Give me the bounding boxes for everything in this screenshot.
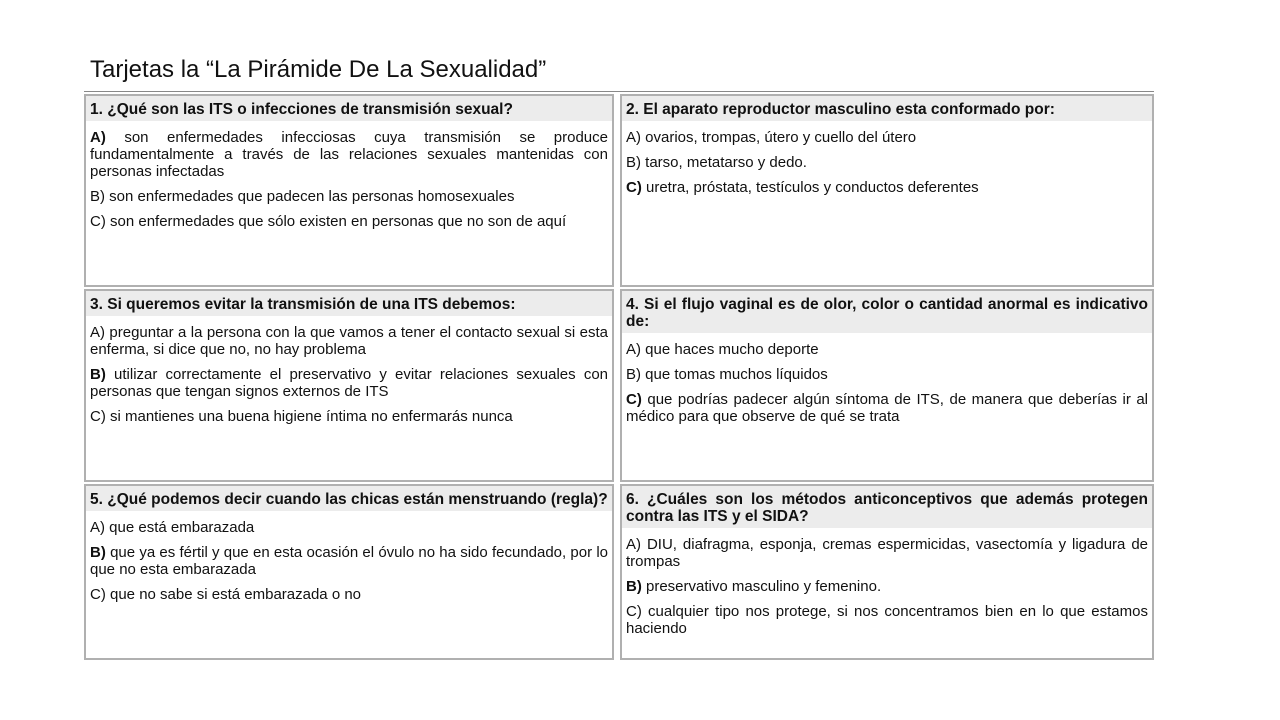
- card-option: [86, 519, 612, 536]
- option-text: si mantienes una buena higiene íntima no enfermarás nunca: [110, 408, 513, 425]
- card-2: [620, 94, 1154, 287]
- card-option: [622, 536, 1152, 570]
- card-option: [86, 324, 612, 358]
- card-option: [86, 366, 612, 400]
- option-letter: A): [90, 129, 106, 146]
- card-question: 1. ¿Qué son las ITS o infecciones de transmisión sexual?: [86, 96, 612, 121]
- card-3: [84, 289, 614, 482]
- option-letter: C): [90, 586, 106, 603]
- option-text: son enfermedades infecciosas cuya transmisión se produce fundamentalmente a través de las relaciones sexuales mantenidas con personas infectadas: [90, 129, 608, 180]
- card-option: [86, 408, 612, 425]
- option-text: tarso, metatarso y dedo.: [645, 154, 807, 171]
- card-option: [86, 586, 612, 603]
- option-text: son enfermedades que sólo existen en personas que no son de aquí: [110, 213, 567, 230]
- option-letter: C): [626, 391, 642, 408]
- card-4: [620, 289, 1154, 482]
- option-text: que haces mucho deporte: [645, 341, 819, 358]
- card-option: [622, 154, 1152, 171]
- card-1: [84, 94, 614, 287]
- card-option: [86, 544, 612, 578]
- option-letter: A): [90, 324, 105, 341]
- option-text: uretra, próstata, testículos y conductos deferentes: [646, 179, 979, 196]
- option-letter: A): [626, 129, 641, 146]
- card-6: [620, 484, 1154, 660]
- option-letter: B): [90, 366, 106, 383]
- card-question: 3. Si queremos evitar la transmisión de una ITS debemos:: [86, 291, 612, 316]
- card-option: [622, 179, 1152, 196]
- option-text: que tomas muchos líquidos: [645, 366, 828, 383]
- option-letter: B): [626, 578, 642, 595]
- option-text: que ya es fértil y que en esta ocasión el óvulo no ha sido fecundado, por lo que no esta embarazada: [90, 544, 609, 578]
- document-title: Tarjetas la “La Pirámide De La Sexualidad”: [90, 56, 547, 83]
- option-text: utilizar correctamente el preservativo y evitar relaciones sexuales con personas que tengan signos externos de ITS: [90, 366, 608, 400]
- card-option: [622, 129, 1152, 146]
- option-letter: C): [90, 408, 106, 425]
- card-question: 4. Si el flujo vaginal es de olor, color o cantidad anormal es indicativo de:: [622, 291, 1152, 333]
- option-text: son enfermedades que padecen las personas homosexuales: [109, 188, 515, 205]
- card-option: [622, 366, 1152, 383]
- option-text: que está embarazada: [109, 519, 255, 536]
- card-option: [622, 341, 1152, 358]
- option-letter: B): [90, 544, 106, 561]
- card-question: 6. ¿Cuáles son los métodos anticonceptivos que además protegen contra las ITS y el SIDA?: [622, 486, 1152, 528]
- option-letter: B): [626, 154, 641, 171]
- card-question: 2. El aparato reproductor masculino esta conformado por:: [622, 96, 1152, 121]
- option-letter: A): [90, 519, 105, 536]
- card-option: [86, 213, 612, 230]
- option-letter: C): [90, 213, 106, 230]
- option-letter: C): [626, 179, 642, 196]
- option-letter: C): [626, 603, 642, 620]
- option-text: que no sabe si está embarazada o no: [110, 586, 362, 603]
- option-text: DIU, diafragma, esponja, cremas espermicidas, vasectomía y ligadura de trompas: [626, 536, 1149, 570]
- option-letter: B): [90, 188, 105, 205]
- option-text: cualquier tipo nos protege, si nos concentramos bien en lo que estamos haciendo: [626, 603, 1148, 637]
- option-letter: B): [626, 366, 641, 383]
- option-text: que podrías padecer algún síntoma de ITS, de manera que deberías ir al médico para que observe de qué se trata: [626, 391, 1149, 425]
- cards-grid: [84, 91, 1154, 662]
- card-option: [622, 578, 1152, 595]
- card-option: [622, 603, 1152, 637]
- card-option: [86, 188, 612, 205]
- option-text: preservativo masculino y femenino.: [646, 578, 882, 595]
- card-question: 5. ¿Qué podemos decir cuando las chicas están menstruando (regla)?: [86, 486, 612, 511]
- card-5: [84, 484, 614, 660]
- option-text: preguntar a la persona con la que vamos a tener el contacto sexual si esta enferma, si dice que no, no hay problema: [90, 324, 608, 358]
- card-option: [86, 129, 612, 180]
- option-letter: A): [626, 536, 641, 553]
- option-text: ovarios, trompas, útero y cuello del útero: [645, 129, 917, 146]
- card-option: [622, 391, 1152, 425]
- option-letter: A): [626, 341, 641, 358]
